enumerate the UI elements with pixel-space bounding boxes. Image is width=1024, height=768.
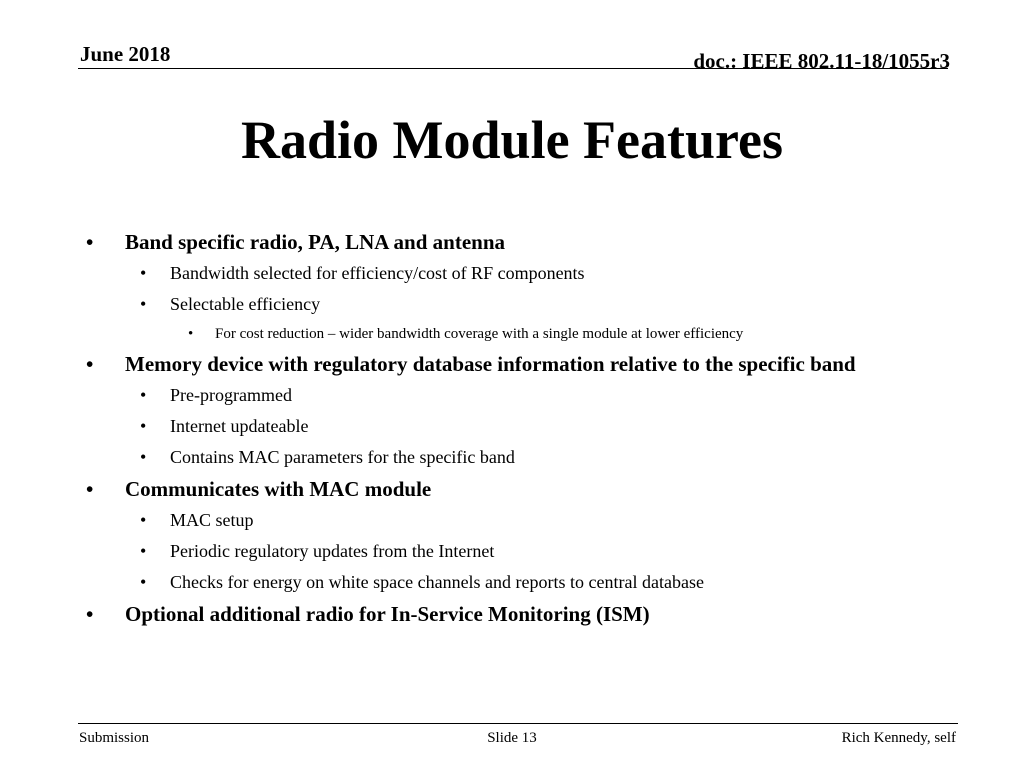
- footer-rule: [78, 723, 958, 724]
- bullet-glyph: •: [140, 416, 147, 436]
- bullet-glyph: •: [86, 230, 94, 254]
- bullet-text: Contains MAC parameters for the specific band: [170, 447, 515, 467]
- bullet-text: Optional additional radio for In-Service Monitoring (ISM): [125, 602, 650, 626]
- header-date: June 2018: [80, 42, 171, 66]
- bullet-text: Checks for energy on white space channels and reports to central database: [170, 572, 704, 592]
- footer-submission: Submission: [79, 730, 150, 746]
- bullet-text: For cost reduction – wider bandwidth coverage with a single module at lower efficiency: [215, 326, 744, 342]
- sub-bullet-selectable-efficiency: [0, 289, 1024, 320]
- bullet-text: Internet updateable: [170, 416, 309, 436]
- bullet-glyph: •: [188, 326, 194, 342]
- sub-bullet-internet-updateable: [0, 411, 1024, 442]
- bullet-text: MAC setup: [170, 510, 254, 530]
- sub-sub-bullet-cost-reduction: [0, 320, 1024, 348]
- bullet-glyph: •: [140, 510, 147, 530]
- header-rule: [78, 68, 948, 69]
- bullet-optional-ism-radio: [0, 598, 1024, 630]
- bullet-text: Selectable efficiency: [170, 294, 321, 314]
- bullet-communicates-mac: [0, 473, 1024, 505]
- bullet-glyph: •: [140, 541, 147, 561]
- footer-author: Rich Kennedy, self: [841, 730, 956, 746]
- slide-content: [0, 226, 1024, 630]
- slide-title: Radio Module Features: [241, 110, 783, 170]
- bullet-glyph: •: [140, 447, 147, 467]
- bullet-memory-device: [0, 348, 1024, 380]
- bullet-glyph: •: [140, 572, 147, 592]
- bullet-text: Periodic regulatory updates from the Internet: [170, 541, 495, 561]
- sub-bullet-mac-parameters: [0, 442, 1024, 473]
- sub-bullet-pre-programmed: [0, 380, 1024, 411]
- bullet-glyph: •: [140, 385, 147, 405]
- sub-bullet-periodic-updates: [0, 536, 1024, 567]
- bullet-glyph: •: [86, 352, 94, 376]
- sub-bullet-bandwidth: [0, 258, 1024, 289]
- sub-bullet-mac-setup: [0, 505, 1024, 536]
- bullet-text: Pre-programmed: [170, 385, 292, 405]
- footer-slide-number: Slide 13: [487, 730, 537, 746]
- header-doc-number: doc.: IEEE 802.11-18/1055r3: [693, 49, 950, 73]
- bullet-text: Memory device with regulatory database information relative to the specific band: [125, 352, 856, 376]
- bullet-text: Band specific radio, PA, LNA and antenna: [125, 230, 505, 254]
- bullet-text: Bandwidth selected for efficiency/cost of RF components: [170, 263, 585, 283]
- bullet-band-specific-radio: [0, 226, 1024, 258]
- bullet-glyph: •: [86, 477, 94, 501]
- sub-bullet-energy-checks: [0, 567, 1024, 598]
- bullet-glyph: •: [86, 602, 94, 626]
- bullet-text: Communicates with MAC module: [125, 477, 432, 501]
- bullet-glyph: •: [140, 294, 147, 314]
- bullet-glyph: •: [140, 263, 147, 283]
